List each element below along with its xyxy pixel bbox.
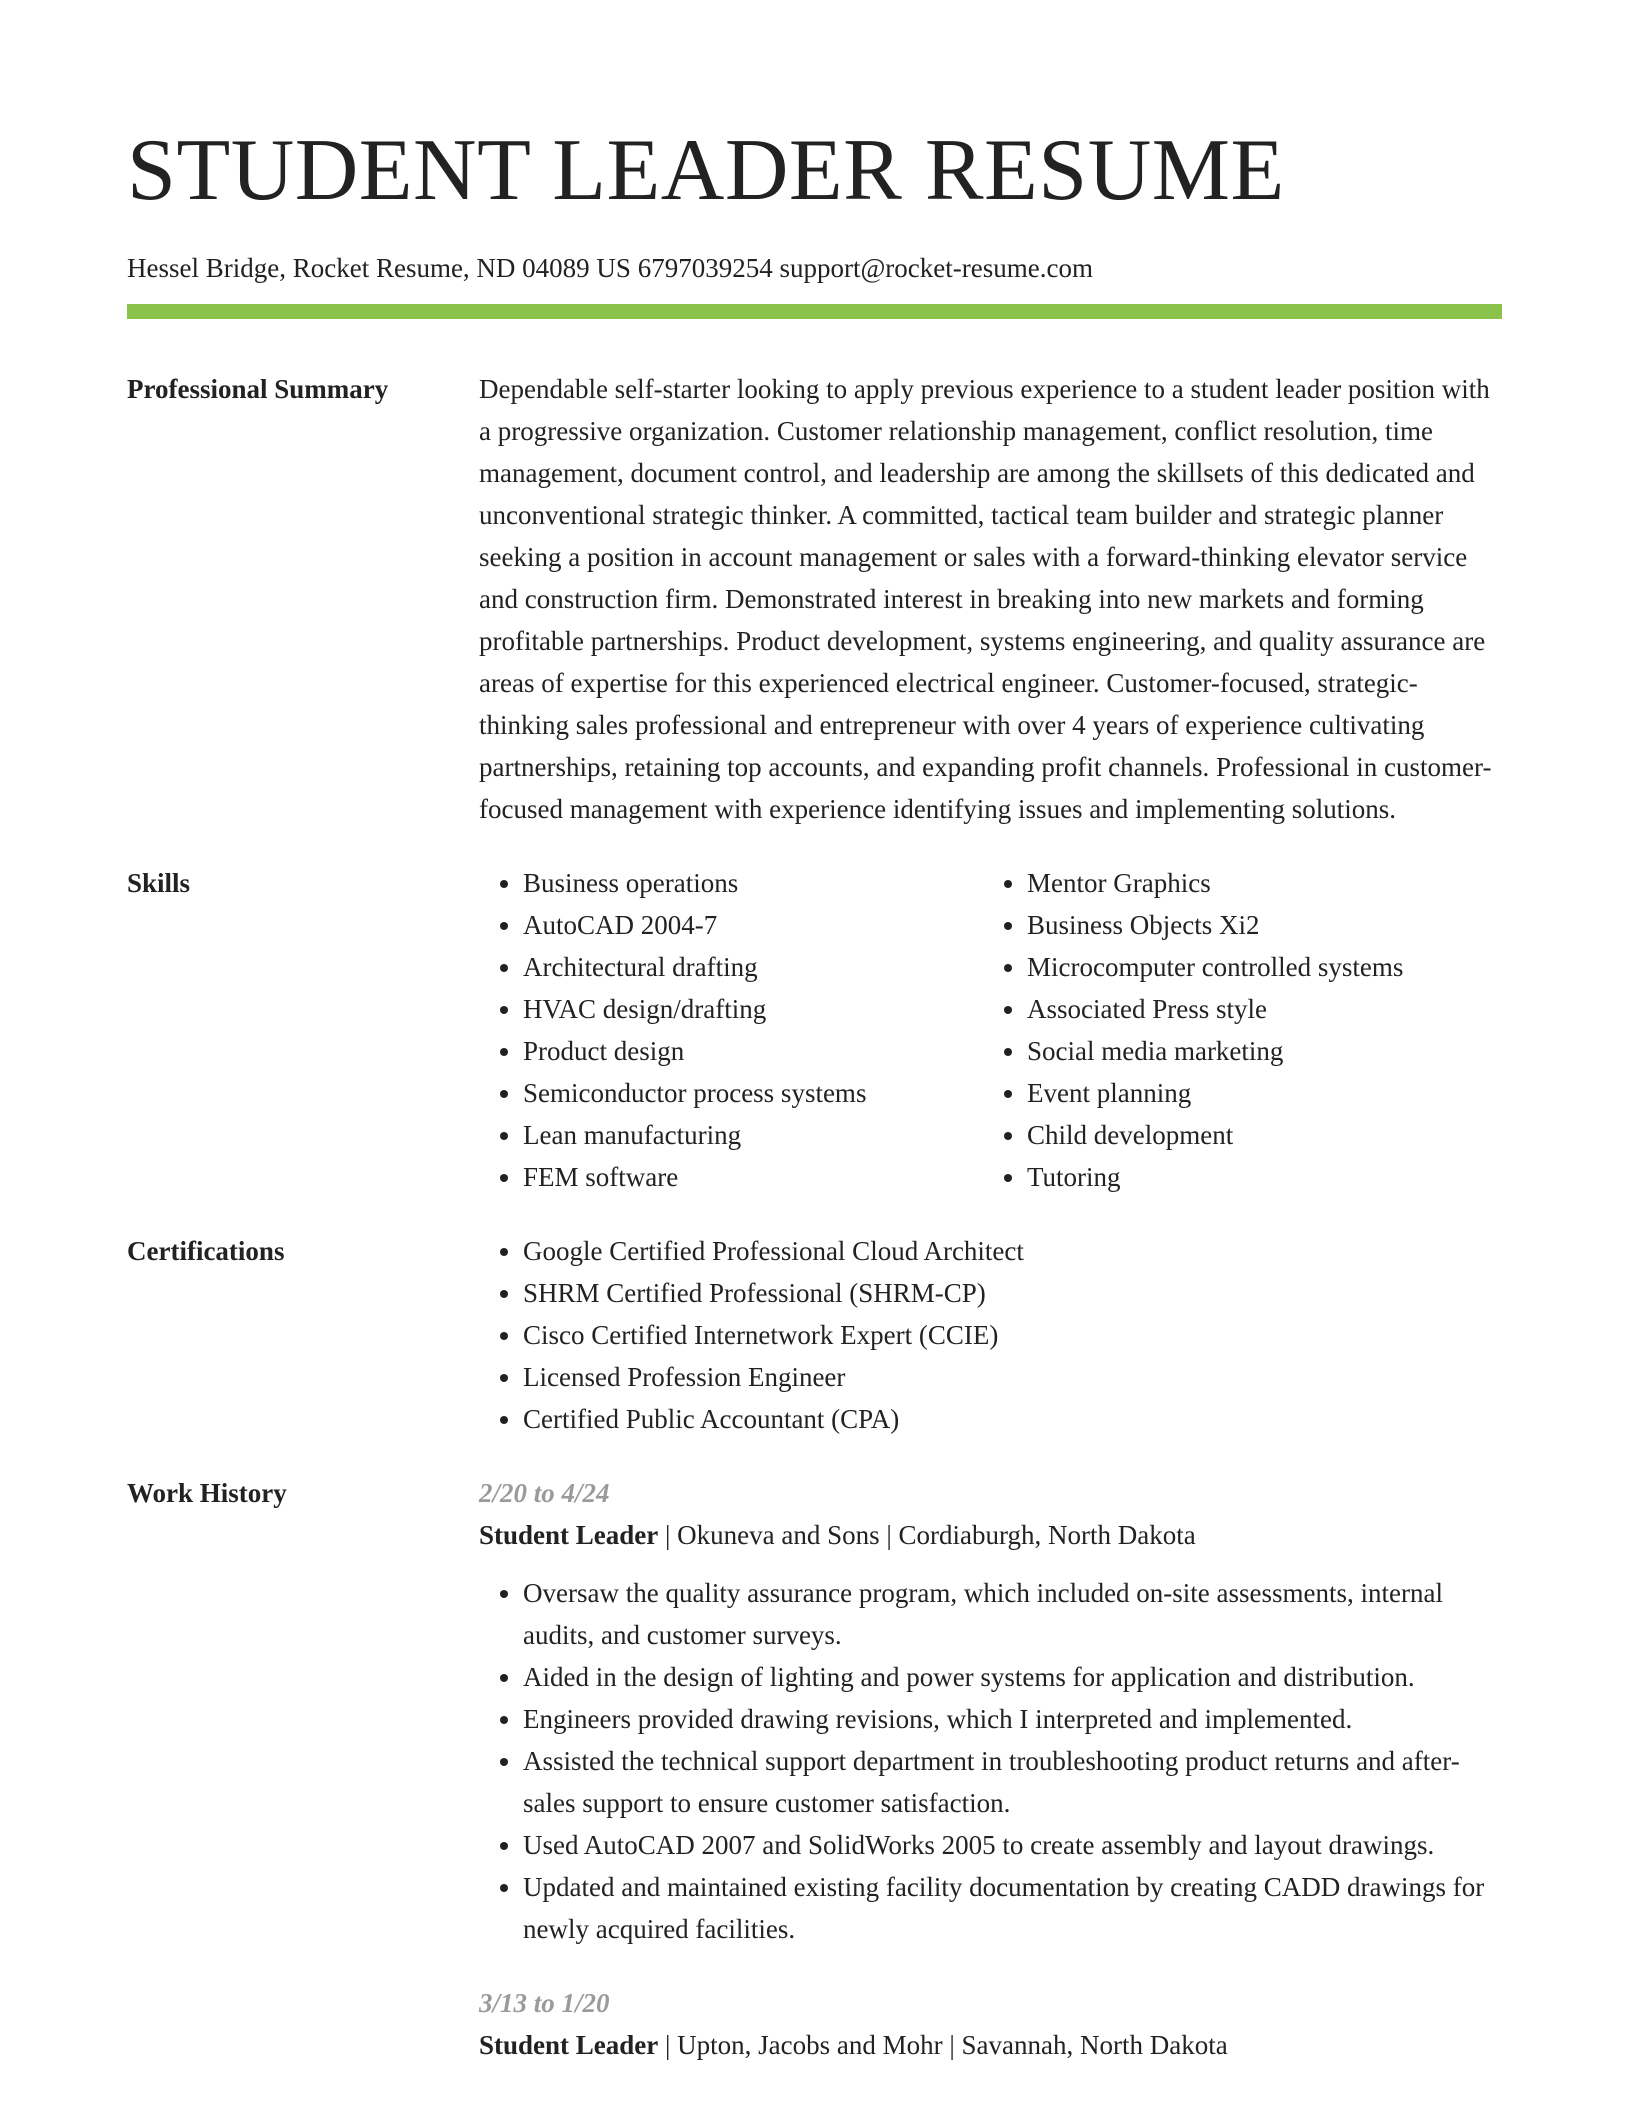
certifications-list	[479, 1230, 1502, 1440]
resume-page	[127, 0, 1502, 2066]
skill-item: • HVAC design/drafting	[523, 988, 983, 1030]
job-bullet: • Used AutoCAD 2007 and SolidWorks 2005 to create assembly and layout drawings.	[523, 1824, 1502, 1866]
skill-item: • AutoCAD 2004-7	[523, 904, 983, 946]
certification-item: • Google Certified Professional Cloud Architect	[523, 1230, 1502, 1272]
skill-item: • Associated Press style	[1027, 988, 1487, 1030]
contact-line: Hessel Bridge, Rocket Resume, ND 04089 US 6797039254 support@rocket-resume.com	[127, 253, 1093, 283]
job-bullet: • Oversaw the quality assurance program, which included on-site assessments, internal audits, and customer surveys.	[523, 1572, 1502, 1656]
skill-item: • Microcomputer controlled systems	[1027, 946, 1487, 988]
job-bullet: • Assisted the technical support department in troubleshooting product returns and after-sales support to ensure customer satisfaction.	[523, 1740, 1502, 1824]
certification-item: • Licensed Profession Engineer	[523, 1356, 1502, 1398]
skills-list-right	[983, 862, 1487, 1198]
skills-column-left	[479, 862, 983, 1198]
job-bullet: • Engineers provided drawing revisions, which I interpreted and implemented.	[523, 1698, 1502, 1740]
certifications-section	[127, 1230, 1502, 1440]
skill-item: • Business Objects Xi2	[1027, 904, 1487, 946]
certification-item: • SHRM Certified Professional (SHRM-CP)	[523, 1272, 1502, 1314]
summary-text: Dependable self-starter looking to apply previous experience to a student leader position with a progressive organization. Customer relationship management, conflict resolution, time management, document control, and leadership are among the skillsets of this dedicated and unconventional strategic thinker. A committed, tactical team builder and strategic planner seeking a position in account management or sales with a forward-thinking elevator service and construction firm. Demonstrated interest in breaking into new markets and forming profitable partnerships. Product development, systems engineering, and quality assurance are areas of expertise for this experienced electrical engineer. Customer-focused, strategic-thinking sales professional and entrepreneur with over 4 years of experience cultivating partnerships, retaining top accounts, and expanding profit channels. Professional in customer-focused management with experience identifying issues and implementing solutions.	[479, 374, 1492, 824]
skills-label: Skills	[127, 868, 191, 898]
skill-item: • Social media marketing	[1027, 1030, 1487, 1072]
skill-item: • Lean manufacturing	[523, 1114, 983, 1156]
skills-columns	[479, 862, 1502, 1198]
skill-item: • Event planning	[1027, 1072, 1487, 1114]
job-dates: 2/20 to 4/24	[479, 1478, 610, 1508]
certification-item: • Cisco Certified Internetwork Expert (CCIE)	[523, 1314, 1502, 1356]
skill-item: • Business operations	[523, 862, 983, 904]
skill-item: • FEM software	[523, 1156, 983, 1198]
job-bullets	[479, 1572, 1502, 1950]
work-history-section	[127, 1472, 1502, 2066]
work-history-label: Work History	[127, 1478, 287, 1508]
job-bullet: • Aided in the design of lighting and power systems for application and distribution.	[523, 1656, 1502, 1698]
summary-label: Professional Summary	[127, 374, 389, 404]
job-bullet: • Updated and maintained existing facility documentation by creating CADD drawings for newly acquired facilities.	[523, 1866, 1502, 1950]
summary-section	[127, 368, 1502, 830]
skills-list-left	[479, 862, 983, 1198]
job-dates: 3/13 to 1/20	[479, 1988, 610, 2018]
skill-item: • Mentor Graphics	[1027, 862, 1487, 904]
job-heading	[479, 1514, 1502, 1556]
resume-title: STUDENT LEADER RESUME	[127, 122, 1285, 219]
skills-section	[127, 862, 1502, 1198]
job-heading	[479, 2024, 1502, 2066]
header-accent-rule	[127, 304, 1502, 319]
job-details: | Upton, Jacobs and Mohr | Savannah, North Dakota	[658, 2030, 1228, 2060]
skill-item: • Semiconductor process systems	[523, 1072, 983, 1114]
certifications-label: Certifications	[127, 1236, 285, 1266]
job-details: | Okuneva and Sons | Cordiaburgh, North Dakota	[658, 1520, 1196, 1550]
skill-item: • Product design	[523, 1030, 983, 1072]
skill-item: • Child development	[1027, 1114, 1487, 1156]
job-title: Student Leader	[479, 2030, 659, 2060]
job-entry	[479, 1472, 1502, 1950]
skill-item: • Architectural drafting	[523, 946, 983, 988]
skills-column-right	[983, 862, 1487, 1198]
certification-item: • Certified Public Accountant (CPA)	[523, 1398, 1502, 1440]
job-entry	[479, 1982, 1502, 2066]
job-title: Student Leader	[479, 1520, 659, 1550]
skill-item: • Tutoring	[1027, 1156, 1487, 1198]
